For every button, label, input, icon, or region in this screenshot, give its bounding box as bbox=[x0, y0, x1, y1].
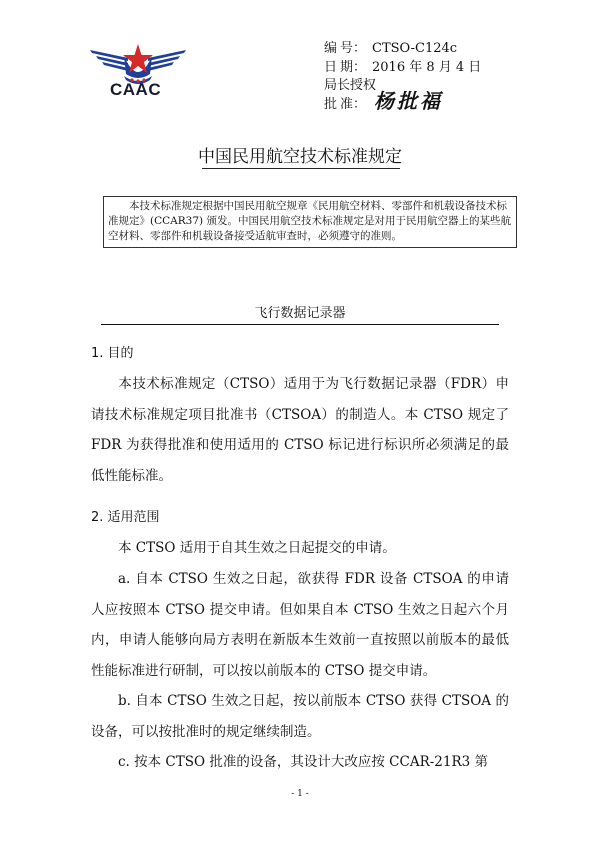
section-heading-scope: 2. 适用范围 bbox=[91, 510, 160, 525]
paragraph-scope-intro: 本 CTSO 适用于自其生效之日起提交的申请。 bbox=[118, 540, 396, 556]
meta-approval: 批 准： 杨 批 福 bbox=[324, 88, 438, 113]
subject-divider bbox=[101, 324, 499, 325]
page-number: - 1 - bbox=[291, 789, 309, 799]
signature: 杨 批 福 bbox=[374, 88, 438, 113]
paragraph-scope-c: c. 按本 CTSO 批准的设备，其设计大改应按 CCAR-21R3 第 bbox=[118, 754, 489, 770]
paragraph-scope-a: a. 自本 CTSO 生效之日起，欲获得 FDR 设备 CTSOA 的申请人应按照本 CTSO 提交申请。但如果自本 CTSO 生效之日起六个月内，申请人能够向局方表明在新版本生效前一直按照以前版本的最低性能标准进行研制，可以按以前版本的 CTSO 提交申请。 bbox=[91, 571, 509, 679]
document-meta bbox=[324, 40, 481, 114]
meta-date: 日 期： 2016 年 8 月 4 日 bbox=[324, 59, 481, 78]
paragraph-scope-b: b. 自本 CTSO 生效之日起，按以前版本 CTSO 获得 CTSOA 的设备，可以按批准时的规定继续制造。 bbox=[91, 693, 509, 740]
document-number: CTSO-C124c bbox=[372, 41, 458, 56]
document-date: 2016 年 8 月 4 日 bbox=[372, 59, 482, 75]
page-title: 中国民用航空技术标准规定 bbox=[198, 147, 402, 167]
logo-text: CAAC bbox=[110, 80, 162, 99]
preamble-box bbox=[103, 196, 517, 248]
subject-title: 飞行数据记录器 bbox=[254, 306, 346, 321]
preamble-text: 本技术标准规定根据中国民用航空规章《民用航空材料、零部件和机载设备技术标准规定》(CCAR37) 颁发。中国民用航空技术标准规定是对用于民用航空器上的某些航空材料、零部件和机载设备接受适航审查时，必须遵守的准则。 bbox=[108, 200, 511, 242]
authorization-label: 局长授权 bbox=[324, 78, 377, 93]
meta-number: 编 号： CTSO-C124c bbox=[324, 40, 481, 59]
title-divider bbox=[202, 168, 400, 169]
section-heading-purpose: 1. 目的 bbox=[91, 346, 134, 361]
paragraph-purpose: 本技术标准规定（CTSO）适用于为飞行数据记录器（FDR）申请技术标准规定项目批准书（CTSOA）的制造人。本 CTSO 规定了 FDR 为获得批准和使用适用的 CTSO 标记进行标识所必须满足的最低性能标准。 bbox=[91, 376, 509, 484]
